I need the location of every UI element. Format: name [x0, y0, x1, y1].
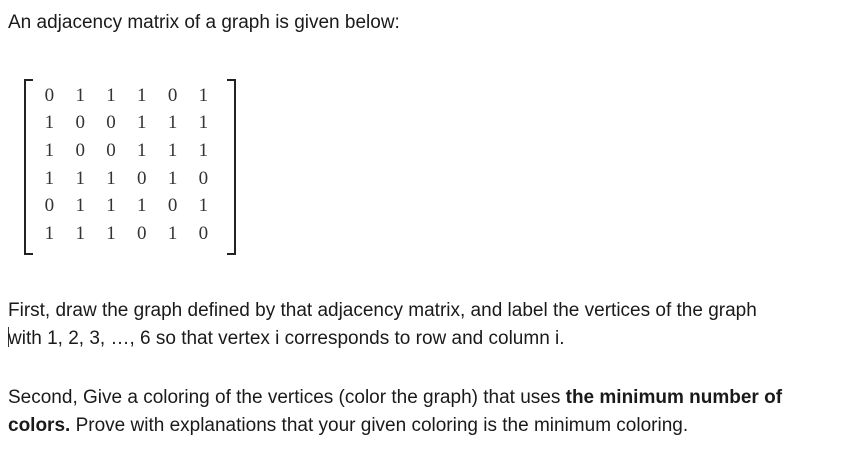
- matrix-cell-r2-c2: 0: [75, 112, 85, 134]
- matrix-cell-r5-c2: 1: [75, 195, 85, 217]
- matrix-cell-r6-c3: 1: [106, 222, 116, 244]
- matrix-cell-r5-c6: 1: [198, 195, 209, 217]
- matrix-cell-r4-c2: 1: [75, 167, 85, 189]
- matrix-cell-r2-c5: 1: [167, 112, 178, 134]
- matrix-cell-r3-c1: 1: [44, 139, 55, 161]
- matrix-cell-r4-c4: 0: [137, 167, 147, 189]
- paragraph-2-bold-1: the minimum number of: [565, 387, 783, 408]
- matrix-left-bracket: [24, 79, 33, 255]
- matrix-cell-r4-c1: 1: [44, 167, 55, 189]
- matrix-cell-r3-c3: 0: [106, 139, 116, 161]
- matrix-cell-r6-c4: 0: [137, 222, 147, 244]
- matrix-cell-r5-c3: 1: [106, 195, 116, 217]
- matrix-cell-r3-c5: 1: [167, 139, 178, 161]
- matrix-cell-r2-c3: 0: [106, 112, 116, 134]
- matrix-cell-r1-c6: 1: [198, 84, 209, 106]
- matrix-cell-r2-c6: 1: [198, 112, 209, 134]
- matrix-cell-r2-c4: 1: [137, 112, 147, 134]
- matrix-cell-r1-c5: 0: [167, 84, 178, 106]
- matrix-grid: [34, 82, 219, 248]
- matrix-cell-r4-c5: 1: [167, 167, 178, 189]
- paragraph-2-line-2: [8, 412, 838, 440]
- matrix-cell-r6-c1: 1: [44, 222, 55, 244]
- matrix-cell-r4-c3: 1: [106, 167, 116, 189]
- matrix-cell-r5-c1: 0: [44, 195, 55, 217]
- matrix-cell-r1-c4: 1: [137, 84, 147, 106]
- instruction-paragraph-2: [8, 384, 838, 440]
- matrix-right-bracket: [227, 79, 236, 255]
- matrix-cell-r5-c5: 0: [167, 195, 178, 217]
- paragraph-1-line-2: [8, 325, 838, 353]
- paragraph-1-line-2-text: with 1, 2, 3, …, 6 so that vertex i corresponds to row and column i.: [8, 328, 565, 349]
- matrix-cell-r6-c6: 0: [198, 222, 209, 244]
- matrix-cell-r3-c4: 1: [137, 139, 147, 161]
- intro-text: An adjacency matrix of a graph is given below:: [8, 12, 400, 33]
- matrix-cell-r5-c4: 1: [137, 195, 147, 217]
- matrix-cell-r1-c1: 0: [44, 84, 55, 106]
- matrix-cell-r4-c6: 0: [198, 167, 209, 189]
- matrix-cell-r2-c1: 1: [44, 112, 55, 134]
- adjacency-matrix: [24, 79, 234, 253]
- paragraph-2-text-1: Second, Give a coloring of the vertices (color the graph) that uses: [8, 387, 566, 408]
- matrix-cell-r3-c6: 1: [198, 139, 209, 161]
- matrix-cell-r1-c3: 1: [106, 84, 116, 106]
- matrix-cell-r1-c2: 1: [75, 84, 85, 106]
- instruction-paragraph-1: [8, 297, 838, 353]
- matrix-cell-r3-c2: 0: [75, 139, 85, 161]
- matrix-cell-r6-c2: 1: [75, 222, 85, 244]
- paragraph-1-line-1: First, draw the graph defined by that adjacency matrix, and label the vertices of the graph: [8, 300, 757, 321]
- matrix-cell-r6-c5: 1: [167, 222, 178, 244]
- paragraph-2-line-1: [8, 384, 838, 412]
- paragraph-2-text-2: Prove with explanations that your given coloring is the minimum coloring.: [70, 415, 689, 436]
- paragraph-2-bold-2: colors.: [8, 415, 71, 436]
